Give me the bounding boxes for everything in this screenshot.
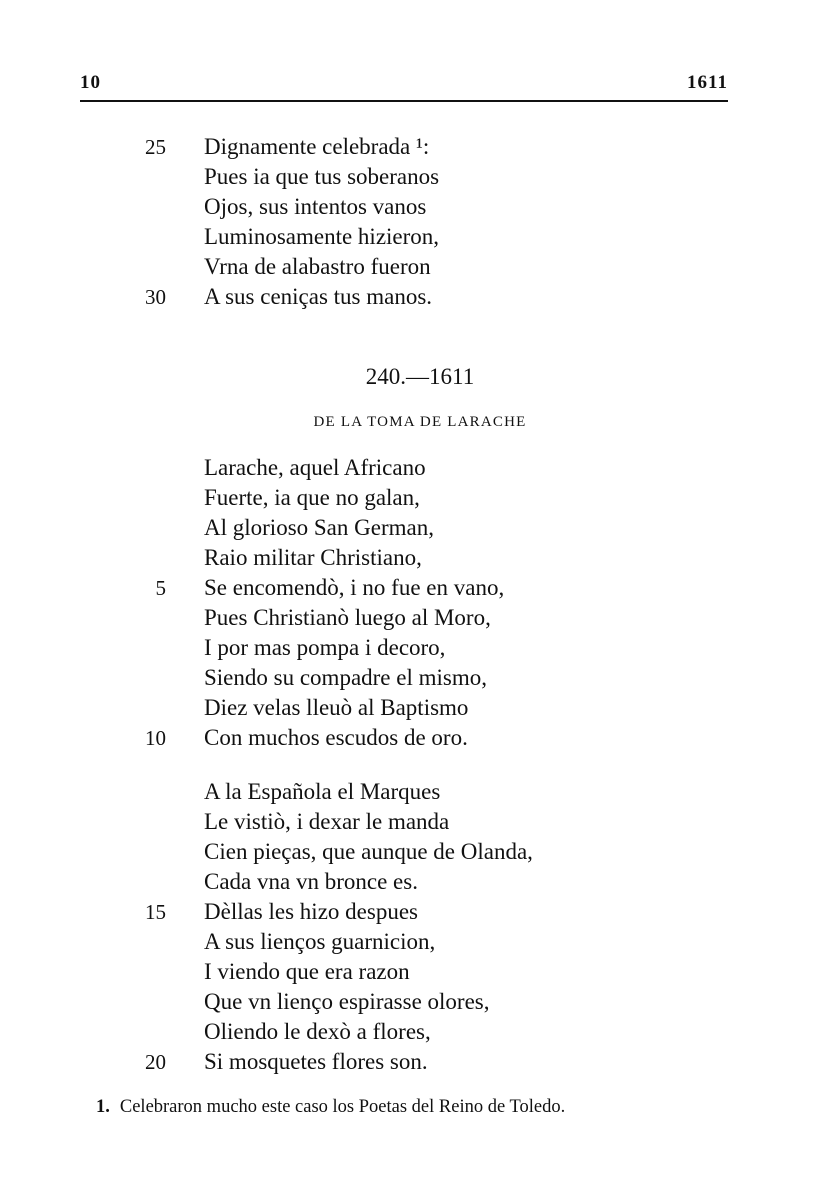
verse-line: Se encomendò, i no fue en vano, [204, 575, 505, 600]
verse-line: Cada vna vn bronce es. [204, 869, 418, 894]
verse-line: Cien pieças, que aunque de Olanda, [204, 839, 533, 864]
verse-line: Que vn lienço espirasse olores, [204, 989, 490, 1014]
verse-line: Oliendo le dexò a flores, [204, 1019, 431, 1044]
poem-number: 240.—1611 [365, 364, 475, 389]
verse-line: Con muchos escudos de oro. [204, 725, 468, 750]
running-head-year: 1611 [687, 72, 728, 93]
footnote [96, 1094, 565, 1120]
verse-line: Larache, aquel Africano [204, 455, 426, 480]
verse-line: Diez velas lleuò al Baptismo [204, 695, 469, 720]
verse-line: Dignamente celebrada ¹: [204, 134, 430, 159]
page-number: 10 [80, 72, 101, 93]
verse-line: Siendo su compadre el mismo, [204, 665, 487, 690]
verse-line: A la Española el Marques [204, 779, 441, 804]
poem-title: DE LA TOMA DE LARACHE [313, 414, 527, 430]
verse-line: Pues ia que tus soberanos [204, 164, 440, 189]
verse-line: A sus lienços guarnicion, [204, 929, 436, 954]
verse-line: Dèllas les hizo despues [204, 899, 418, 924]
verse-line: Ojos, sus intentos vanos [204, 194, 427, 219]
verse-line: I viendo que era razon [204, 959, 410, 984]
page-header [80, 72, 728, 102]
verse-line: Al glorioso San German, [204, 515, 434, 540]
verse-line: Fuerte, ia que no galan, [204, 485, 420, 510]
verse-line: Vrna de alabastro fueron [204, 254, 431, 279]
footnote-mark: 1. [96, 1097, 110, 1117]
line-number: 20 [145, 1050, 166, 1074]
verse-line: Pues Christianò luego al Moro, [204, 605, 491, 630]
line-number: 5 [155, 576, 166, 600]
line-number: 30 [145, 285, 166, 309]
verse-line: Raio militar Christiano, [204, 545, 422, 570]
footnote-text: Celebraron mucho este caso los Poetas del Reino de Toledo. [119, 1097, 566, 1117]
line-number: 25 [145, 135, 166, 159]
verse-line: A sus ceniças tus manos. [204, 284, 433, 309]
verse-line: Luminosamente hizieron, [204, 224, 440, 249]
verse-line: Le vistiò, i dexar le manda [204, 809, 450, 834]
header-rule [80, 100, 728, 102]
verse-line: I por mas pompa i decoro, [204, 635, 446, 660]
verse-line: Si mosquetes flores son. [204, 1049, 428, 1074]
line-number: 15 [145, 900, 166, 924]
line-number: 10 [145, 726, 166, 750]
